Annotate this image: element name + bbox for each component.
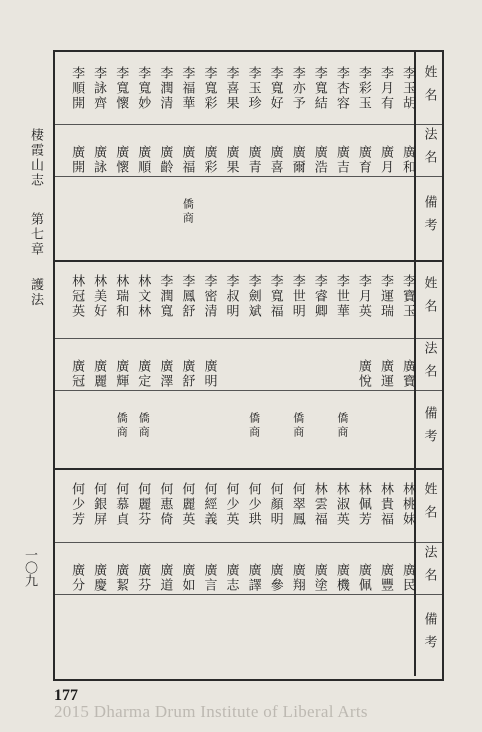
entry-dharma: 廣悅 [355, 359, 371, 389]
entry-remark [238, 182, 260, 242]
entry-remark [61, 600, 83, 660]
entry-name: 林瑞和 [113, 273, 129, 319]
entry-dharma: 廣運 [377, 359, 393, 389]
entry-column [127, 260, 149, 468]
entry-name: 李劍斌 [245, 273, 261, 319]
entry-dharma: 廣彩 [201, 145, 217, 175]
entry-name: 林佩芳 [355, 481, 371, 527]
entry-name: 何惠倚 [157, 481, 173, 527]
entry-name: 李亦予 [289, 65, 305, 111]
entry-name: 林美好 [91, 273, 107, 319]
entry-name: 何麗英 [179, 481, 195, 527]
chinese-page-number: 一〇九 [22, 548, 37, 587]
entry-dharma: 廣開 [69, 145, 85, 175]
entry-column [260, 468, 282, 676]
entry-remark [370, 396, 392, 456]
entry-remark [83, 182, 105, 242]
entry-column [61, 52, 83, 260]
entry-column [326, 468, 348, 676]
entry-dharma: 廣齡 [157, 145, 173, 175]
entry-columns [61, 52, 414, 260]
entry-dharma: 廣慶 [91, 563, 107, 593]
entry-column [370, 52, 392, 260]
entry-remark [260, 182, 282, 242]
entry-name: 李玉珍 [245, 65, 261, 111]
header-column [414, 260, 442, 468]
entry-remark [392, 600, 414, 660]
entry-remark [326, 182, 348, 242]
section-label: 護法 [28, 277, 43, 308]
entry-name: 李彩玉 [355, 65, 371, 111]
register-table [53, 50, 444, 681]
entry-name: 李鳳舒 [179, 273, 195, 319]
header-name: 姓名 [421, 276, 437, 322]
entry-name: 林文林 [135, 273, 151, 319]
entry-name: 李潤清 [157, 65, 173, 111]
entry-name: 李睿卿 [311, 273, 327, 319]
entry-remark [83, 600, 105, 660]
entry-column [304, 260, 326, 468]
entry-columns [61, 260, 414, 468]
entry-column [193, 52, 215, 260]
entry-column [304, 468, 326, 676]
entry-dharma: 廣吉 [333, 145, 349, 175]
entry-dharma: 廣如 [179, 563, 195, 593]
header-column [414, 468, 442, 676]
entry-remark [171, 396, 193, 456]
entry-name: 何少芳 [69, 481, 85, 527]
book-title: 棲霞山志 [28, 128, 43, 188]
entry-column [370, 468, 392, 676]
entry-name: 林桃妹 [400, 481, 415, 527]
entry-name: 李世華 [333, 273, 349, 319]
entry-column [149, 52, 171, 260]
entry-dharma: 廣豐 [377, 563, 393, 593]
entry-name: 李玉胡 [400, 65, 415, 111]
entry-column [348, 260, 370, 468]
entry-dharma: 廣參 [267, 563, 283, 593]
entry-column [171, 52, 193, 260]
entry-dharma: 廣機 [333, 563, 349, 593]
entry-column [348, 52, 370, 260]
entry-remark [370, 182, 392, 242]
header-name: 姓名 [421, 482, 437, 528]
watermark: 2015 Dharma Drum Institute of Liberal Arts [54, 702, 368, 721]
entry-column [83, 468, 105, 676]
entry-column [83, 260, 105, 468]
entry-column [326, 52, 348, 260]
entry-remark: 僑商 [247, 412, 261, 440]
entry-name: 李福華 [179, 65, 195, 111]
entry-remark [348, 182, 370, 242]
entry-dharma: 廣言 [201, 563, 217, 593]
entry-remark [61, 396, 83, 456]
entry-remark [304, 182, 326, 242]
entry-remark [215, 182, 237, 242]
entry-dharma: 廣順 [135, 145, 151, 175]
entry-dharma: 廣喜 [267, 145, 283, 175]
entry-remark [61, 182, 83, 242]
entry-name: 李潤寬 [157, 273, 173, 319]
entry-column [83, 52, 105, 260]
entry-dharma: 廣分 [69, 563, 85, 593]
entry-column [238, 468, 260, 676]
entry-column [326, 260, 348, 468]
entry-dharma: 廣舒 [179, 359, 195, 389]
entry-dharma [304, 344, 326, 404]
entry-remark [392, 182, 414, 242]
entry-name: 李寬福 [267, 273, 283, 319]
entry-column [127, 52, 149, 260]
entry-name: 李密清 [201, 273, 217, 319]
entry-remark [149, 600, 171, 660]
entry-name: 何翠鳳 [289, 481, 305, 527]
entry-dharma [282, 344, 304, 404]
entry-dharma: 廣輝 [113, 359, 129, 389]
entry-remark [392, 396, 414, 456]
entry-remark [193, 600, 215, 660]
chapter-label: 第七章 [28, 212, 43, 258]
entry-remark: 僑商 [181, 198, 195, 226]
entry-remark [282, 600, 304, 660]
entry-name: 李寬彩 [201, 65, 217, 111]
entry-dharma: 廣寶 [400, 359, 415, 389]
entry-dharma: 廣月 [377, 145, 393, 175]
entry-dharma: 廣麗 [91, 359, 107, 389]
entry-column [348, 468, 370, 676]
entry-column [105, 260, 127, 468]
entry-column [171, 468, 193, 676]
entry-name: 李月英 [355, 273, 371, 319]
entry-column [392, 260, 414, 468]
entry-column [171, 260, 193, 468]
entry-name: 何少英 [223, 481, 239, 527]
entry-column [260, 52, 282, 260]
entry-remark [304, 600, 326, 660]
entry-dharma: 廣青 [245, 145, 261, 175]
entry-remark [260, 600, 282, 660]
entry-dharma: 廣福 [179, 145, 195, 175]
header-remark: 備考 [421, 612, 437, 658]
entry-dharma: 廣爾 [289, 145, 305, 175]
entry-remark [149, 182, 171, 242]
entry-column [61, 468, 83, 676]
entry-column [105, 468, 127, 676]
entry-remark [215, 600, 237, 660]
entry-remark [215, 396, 237, 456]
entry-name: 何少珙 [245, 481, 261, 527]
entry-dharma: 廣塗 [311, 563, 327, 593]
entry-column [282, 468, 304, 676]
page-number: 177 [54, 687, 78, 704]
entry-name: 李喜果 [223, 65, 239, 111]
entry-remark [149, 396, 171, 456]
entry-name: 李月有 [377, 65, 393, 111]
entry-remark [260, 396, 282, 456]
entry-remark [127, 182, 149, 242]
entry-column [193, 468, 215, 676]
entry-name: 何麗芬 [135, 481, 151, 527]
entry-name: 何經義 [201, 481, 217, 527]
table-band [55, 468, 442, 676]
entry-column [215, 52, 237, 260]
entry-name: 李寶玉 [400, 273, 415, 319]
entry-column [282, 52, 304, 260]
entry-remark [127, 600, 149, 660]
entry-name: 李順開 [69, 65, 85, 111]
entry-dharma: 廣民 [400, 563, 415, 593]
entry-name: 林雲福 [311, 481, 327, 527]
entry-dharma: 廣和 [400, 145, 415, 175]
entry-column [238, 260, 260, 468]
header-remark: 備考 [421, 195, 437, 241]
entry-remark: 僑商 [291, 412, 305, 440]
entry-column [193, 260, 215, 468]
entry-dharma: 廣志 [223, 563, 239, 593]
entry-name: 林貴福 [377, 481, 393, 527]
entry-name: 李詠齊 [91, 65, 107, 111]
entry-column [149, 260, 171, 468]
entry-name: 李叔明 [223, 273, 239, 319]
entry-name: 何銀屏 [91, 481, 107, 527]
entry-name: 李世明 [289, 273, 305, 319]
header-remark: 備考 [421, 406, 437, 452]
entry-dharma: 廣翔 [289, 563, 305, 593]
entry-name: 李寬妙 [135, 65, 151, 111]
entry-name: 林淑英 [333, 481, 349, 527]
entry-column [61, 260, 83, 468]
entry-dharma: 廣定 [135, 359, 151, 389]
entry-dharma: 廣懷 [113, 145, 129, 175]
entry-remark [105, 600, 127, 660]
header-name: 姓名 [421, 65, 437, 111]
header-column [414, 52, 442, 260]
entry-dharma [260, 344, 282, 404]
entry-name: 李寬好 [267, 65, 283, 111]
entry-remark [238, 600, 260, 660]
entry-name: 李寬懷 [113, 65, 129, 111]
entry-column [392, 468, 414, 676]
entry-dharma [326, 344, 348, 404]
entry-dharma: 廣果 [223, 145, 239, 175]
entry-remark [105, 182, 127, 242]
entry-remark: 僑商 [115, 412, 129, 440]
entry-dharma: 廣佩 [355, 563, 371, 593]
entry-column [105, 52, 127, 260]
header-dharma: 法名 [421, 341, 437, 387]
entry-remark: 僑商 [137, 412, 151, 440]
entry-remark [193, 182, 215, 242]
entry-remark [171, 600, 193, 660]
entry-dharma: 廣絜 [113, 563, 129, 593]
entry-name: 李運瑞 [377, 273, 393, 319]
entry-remark [282, 182, 304, 242]
entry-name: 何顏明 [267, 481, 283, 527]
entry-dharma: 廣冠 [69, 359, 85, 389]
entry-dharma [215, 344, 237, 404]
entry-dharma: 廣浩 [311, 145, 327, 175]
entry-column [392, 52, 414, 260]
entry-dharma: 廣道 [157, 563, 173, 593]
entry-name: 何慕貞 [113, 481, 129, 527]
entry-column [215, 468, 237, 676]
entry-column [304, 52, 326, 260]
entry-dharma: 廣詠 [91, 145, 107, 175]
entry-columns [61, 468, 414, 676]
entry-column [260, 260, 282, 468]
entry-remark: 僑商 [335, 412, 349, 440]
entry-dharma: 廣明 [201, 359, 217, 389]
entry-column [127, 468, 149, 676]
entry-remark [304, 396, 326, 456]
entry-column [282, 260, 304, 468]
entry-remark [348, 600, 370, 660]
table-band [55, 52, 442, 260]
header-dharma: 法名 [421, 127, 437, 173]
running-header [20, 128, 42, 308]
entry-remark [193, 396, 215, 456]
table-band [55, 260, 442, 468]
entry-dharma: 廣譯 [245, 563, 261, 593]
header-dharma: 法名 [421, 545, 437, 591]
entry-column [370, 260, 392, 468]
entry-dharma: 廣育 [355, 145, 371, 175]
entry-name: 李杏容 [333, 65, 349, 111]
entry-dharma: 廣澤 [157, 359, 173, 389]
entry-column [149, 468, 171, 676]
entry-remark [326, 600, 348, 660]
entry-dharma: 廣芬 [135, 563, 151, 593]
entry-remark [83, 396, 105, 456]
entry-name: 林冠英 [69, 273, 85, 319]
entry-name: 李寬結 [311, 65, 327, 111]
entry-column [215, 260, 237, 468]
entry-remark [370, 600, 392, 660]
entry-dharma [238, 344, 260, 404]
entry-column [238, 52, 260, 260]
entry-remark [348, 396, 370, 456]
